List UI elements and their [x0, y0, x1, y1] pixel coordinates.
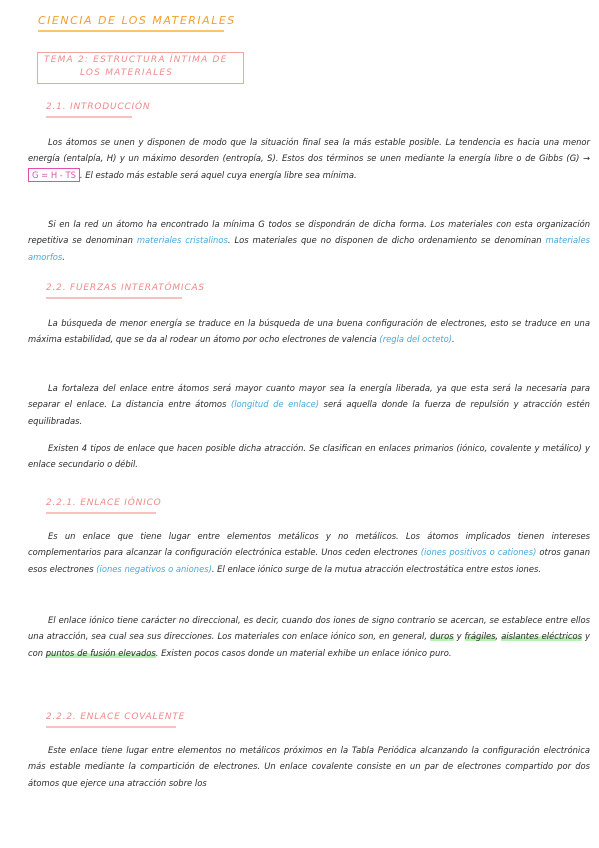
document-title: CIENCIA DE LOS MATERIALES: [38, 14, 236, 27]
tema-title-line1: TEMA 2: ESTRUCTURA ÍNTIMA DE: [44, 55, 228, 65]
highlight-insulators: aislantes eléctricos: [501, 631, 582, 642]
paragraph-covalent-1: Este enlace tiene lugar entre elementos no metálicos próximos en la Tabla Periódica alcanzando la configuración electrónica más estable mediante la compartición de electrones. Un enlace covalente consiste en un par de electrones compartido por dos átomos que ejerce una atracción sobre los: [28, 745, 590, 788]
paragraph-forces-1: La búsqueda de menor energía se traduce en la búsqueda de una buena configuración de electrones, esto se traduce en una máxima estabilidad, que se da al rodear un átomo por ocho electrones de valencia (regla del octeto).: [28, 318, 590, 345]
gibbs-formula: G = H - TS: [28, 168, 80, 182]
term-octet-rule: (regla del octeto): [379, 334, 453, 345]
section-underline: [46, 116, 132, 118]
term-amorphous: materiales amorfos: [28, 235, 590, 262]
section-heading-2-2-2: 2.2.2. ENLACE COVALENTE: [46, 712, 186, 722]
tema-title-line2: LOS MATERIALES: [80, 68, 174, 78]
section-underline: [46, 512, 156, 514]
section-heading-2-2-1: 2.2.1. ENLACE IÓNICO: [46, 498, 162, 508]
paragraph-ionic-2: El enlace iónico tiene carácter no direccional, es decir, cuando dos iones de signo contrario se acercan, se establece entre ellos una atracción, sea cual sea sus direcciones. Los materiales con enlace iónico son, en general, duros y frágiles, aislantes eléctricos y con puntos de fusión elevados. Existen pocos casos donde un material exhibe un enlace iónico puro.: [28, 615, 590, 658]
paragraph-intro-1: Los átomos se unen y disponen de modo que la situación final sea la más estable posible. La tendencia es hacia una menor energía (entalpía, H) y un máximo desorden (entropía, S). Estos dos términos se unen mediante la energía libre o de Gibbs (G) → G = H - TS . El estado más estable será aquel cuya energía libre sea mínima.: [28, 137, 590, 180]
paragraph-forces-3: Existen 4 tipos de enlace que hacen posible dicha atracción. Se clasifican en enlaces primarios (iónico, covalente y metálico) y enlace secundario o débil.: [28, 443, 590, 470]
section-underline: [46, 726, 176, 728]
title-underline: [38, 30, 224, 32]
term-cations: (iones positivos o cationes): [420, 547, 537, 558]
section-heading-2-1: 2.1. INTRODUCCIÓN: [46, 102, 151, 112]
term-bond-length: (longitud de enlace): [230, 399, 320, 410]
paragraph-ionic-1: Es un enlace que tiene lugar entre elementos metálicos y no metálicos. Los átomos implicados tienen intereses complementarios para alcanzar la configuración electrónica estable. Unos ceden electrones (iones positivos o cationes) otros ganan esos electrones (iones negativos o aniones). El enlace iónico surge de la mutua atracción electrostática entre estos iones.: [28, 531, 590, 574]
section-heading-2-2: 2.2. FUERZAS INTERATÓMICAS: [46, 283, 205, 293]
highlight-hard: duros: [430, 631, 454, 642]
highlight-fragile: frágiles: [464, 631, 496, 642]
highlight-melting-points: puntos de fusión elevados: [45, 647, 156, 658]
term-crystalline: materiales cristalinos: [136, 235, 228, 246]
term-anions: (iones negativos o aniones): [96, 563, 212, 574]
paragraph-forces-2: La fortaleza del enlace entre átomos será mayor cuanto mayor sea la energía liberada, ya que esta será la necesaria para separar el enlace. La distancia entre átomos (longitud de enlace) será aquella donde la fuerza de repulsión y atracción estén equilibradas.: [28, 383, 590, 426]
section-underline: [46, 297, 182, 299]
paragraph-intro-2: Si en la red un átomo ha encontrado la mínima G todos se dispondrán de dicha forma. Los materiales con esta organización repetitiva se denominan materiales cristalinos. Los materiales que no disponen de dicho ordenamiento se denominan materiales amorfos.: [28, 219, 590, 262]
